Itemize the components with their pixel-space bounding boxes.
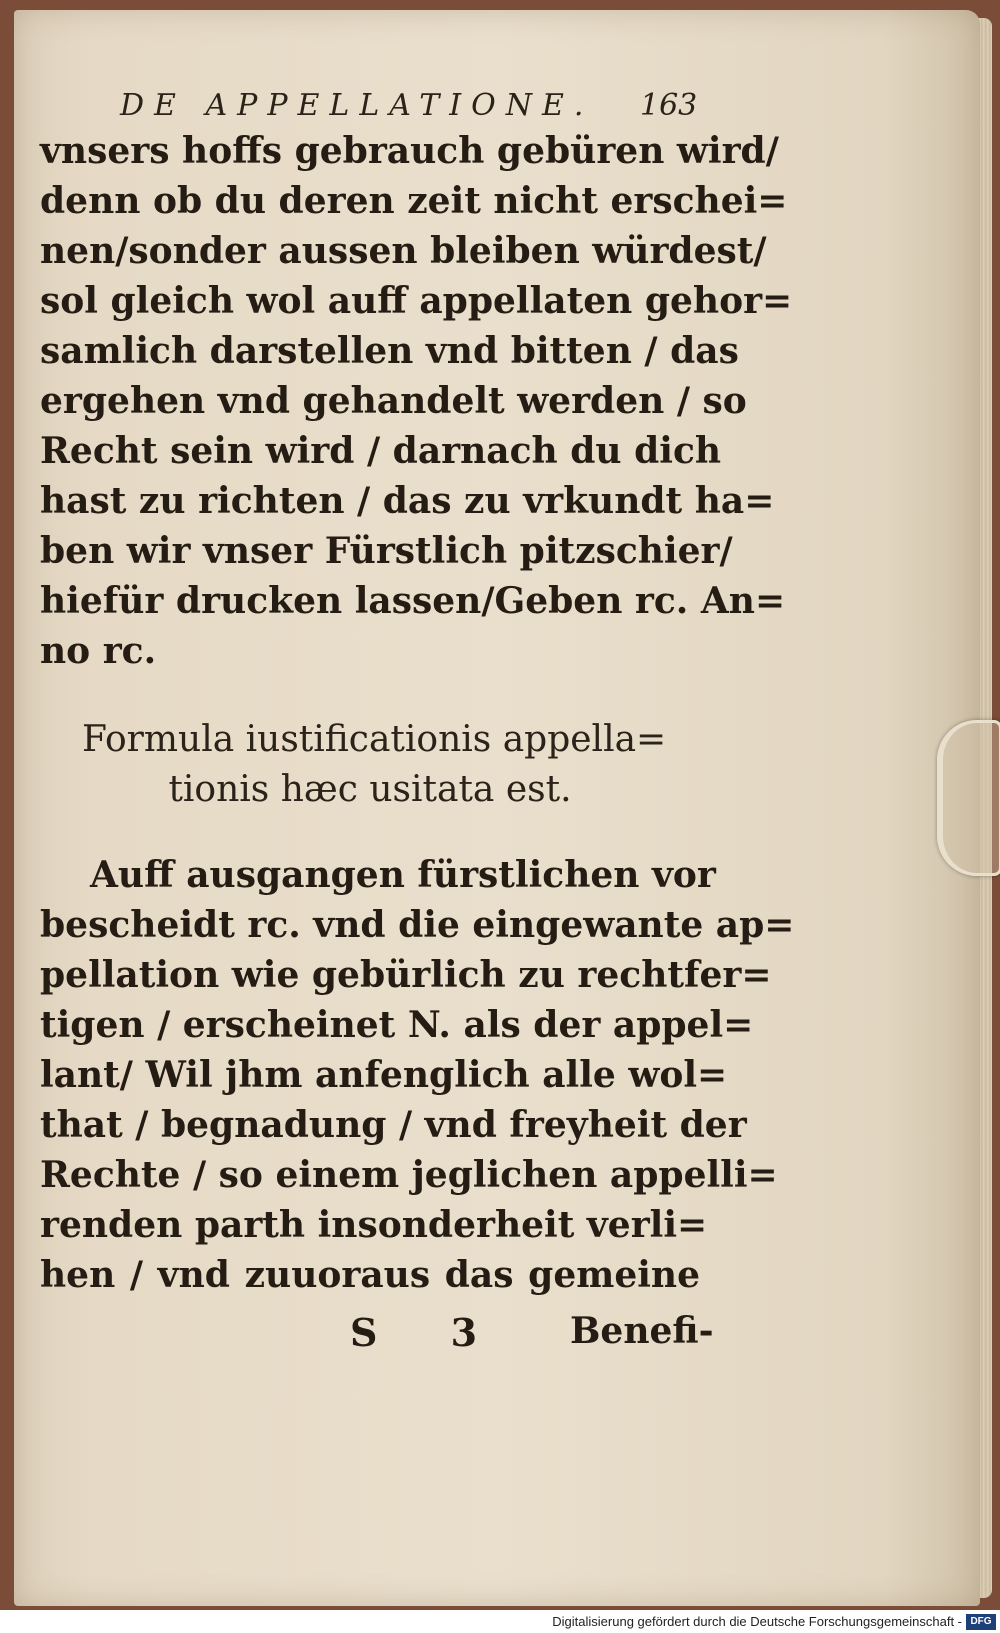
body-line: Rechte / so einem jeglichen appelli=	[40, 1154, 778, 1196]
funding-credit: Digitalisierung gefördert durch die Deutsche Forschungsgemeinschaft -	[552, 1614, 962, 1629]
body-line: that / begnadung / vnd freyheit der	[40, 1104, 747, 1146]
body-line: denn ob du deren zeit nicht erschei=	[40, 180, 788, 222]
body-line: sol gleich wol auff appellaten gehor=	[40, 280, 793, 322]
body-line: lant/ Wil jhm anfenglich alle wol=	[40, 1054, 728, 1096]
body-line: tigen / erscheinet N. als der appel=	[40, 1004, 754, 1046]
body-line: vnsers hoffs gebrauch gebüren wird/	[40, 130, 779, 172]
section-heading-line: Formula iustificationis appella=	[82, 719, 667, 760]
body-line: Auff ausgangen fürstlichen vor	[90, 854, 716, 896]
catchword: Benefi-	[570, 1310, 714, 1352]
page-number: 163	[640, 88, 698, 123]
body-line: bescheidt rc. vnd die eingewante ap=	[40, 904, 795, 946]
body-line: Recht sein wird / darnach du dich	[40, 430, 722, 472]
page-clip	[937, 720, 1000, 876]
section-heading-line: tionis hæc usitata est.	[168, 769, 572, 810]
body-line: pellation wie gebürlich zu rechtfer=	[40, 954, 772, 996]
running-head: DE APPELLATIONE.	[120, 88, 594, 123]
body-line: ben wir vnser Fürstlich pitzschier/	[40, 530, 733, 572]
body-line: hast zu richten / das zu vrkundt ha=	[40, 480, 775, 522]
body-line: hiefür drucken lassen/Geben rc. An=	[40, 580, 786, 622]
body-line: nen/sonder aussen bleiben würdest/	[40, 230, 767, 272]
dfg-logo: DFG	[966, 1614, 996, 1630]
signature-mark: S 3	[350, 1310, 508, 1355]
body-line: renden parth insonderheit verli=	[40, 1204, 708, 1246]
body-line: no rc.	[40, 630, 157, 672]
body-line: ergehen vnd gehandelt werden / so	[40, 380, 747, 422]
body-line: samlich darstellen vnd bitten / das	[40, 330, 739, 372]
body-line: hen / vnd zuuoraus das gemeine	[40, 1254, 700, 1296]
